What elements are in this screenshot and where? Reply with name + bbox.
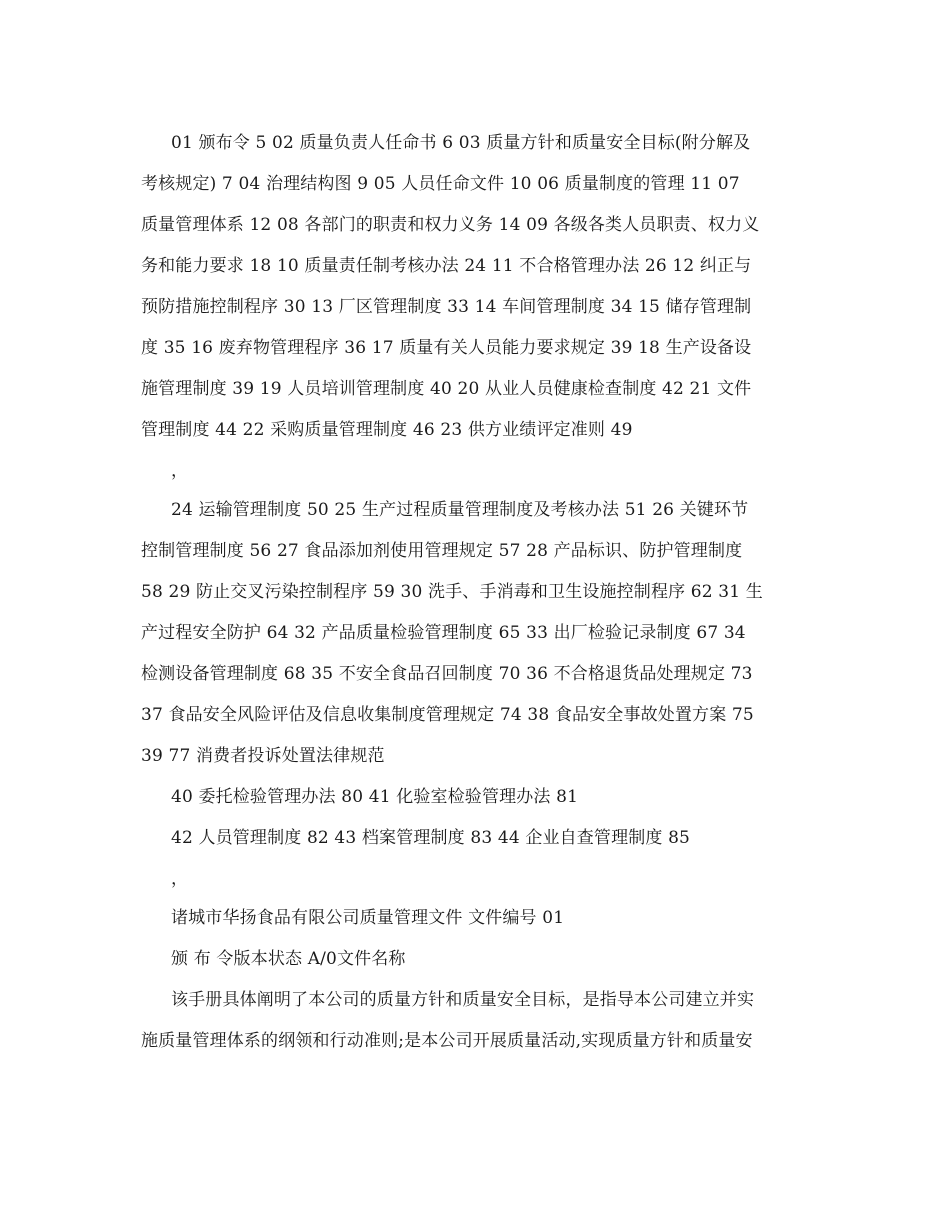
- toc-line: 39 77 消费者投诉处置法律规范: [141, 746, 385, 766]
- toc-line: 01 颁布令 5 02 质量负责人任命书 6 03 质量方针和质量安全目标(附分解及: [171, 133, 751, 153]
- toc-line: 40 委托检验管理办法 80 41 化验室检验管理办法 81: [171, 787, 579, 807]
- document-header-2: 颁 布 令版本状态 A/0文件名称: [171, 949, 406, 969]
- toc-line: 管理制度 44 22 采购质量管理制度 46 23 供方业绩评定准则 49: [141, 420, 633, 440]
- toc-line: 质量管理体系 12 08 各部门的职责和权力义务 14 09 各级各类人员职责、权力义: [141, 215, 760, 235]
- separator-comma: ，: [171, 869, 188, 889]
- body-text-line: 该手册具体阐明了本公司的质量方针和质量安全目标，是指导本公司建立并实: [171, 990, 755, 1010]
- toc-line: 预防措施控制程序 30 13 厂区管理制度 33 14 车间管理制度 34 15 储存管理制: [141, 297, 752, 317]
- toc-line: 58 29 防止交叉污染控制程序 59 30 洗手、手消毒和卫生设施控制程序 62 31 生: [141, 582, 763, 602]
- separator-comma: ，: [171, 461, 188, 481]
- toc-line: 务和能力要求 18 10 质量责任制考核办法 24 11 不合格管理办法 26 12 纠正与: [141, 256, 752, 276]
- toc-line: 42 人员管理制度 82 43 档案管理制度 83 44 企业自查管理制度 85: [171, 828, 691, 848]
- toc-line: 控制管理制度 56 27 食品添加剂使用管理规定 57 28 产品标识、防护管理制度: [141, 541, 743, 561]
- body-text-line: 施质量管理体系的纲领和行动准则;是本公司开展质量活动,实现质量方针和质量安: [141, 1031, 753, 1051]
- toc-line: 施管理制度 39 19 人员培训管理制度 40 20 从业人员健康检查制度 42 21 文件: [141, 379, 752, 399]
- toc-line: 24 运输管理制度 50 25 生产过程质量管理制度及考核办法 51 26 关键环节: [171, 500, 749, 520]
- toc-line: 度 35 16 废弃物管理程序 36 17 质量有关人员能力要求规定 39 18 生产设备设: [141, 338, 752, 358]
- toc-line: 检测设备管理制度 68 35 不安全食品召回制度 70 36 不合格退货品处理规定 73: [141, 664, 753, 684]
- toc-line: 考核规定) 7 04 治理结构图 9 05 人员任命文件 10 06 质量制度的管理 11 07: [141, 174, 740, 194]
- toc-line: 37 食品安全风险评估及信息收集制度管理规定 74 38 食品安全事故处置方案 75: [141, 705, 754, 725]
- toc-line: 产过程安全防护 64 32 产品质量检验管理制度 65 33 出厂检验记录制度 67 34: [141, 623, 746, 643]
- document-header: 诸城市华扬食品有限公司质量管理文件 文件编号 01: [171, 908, 565, 928]
